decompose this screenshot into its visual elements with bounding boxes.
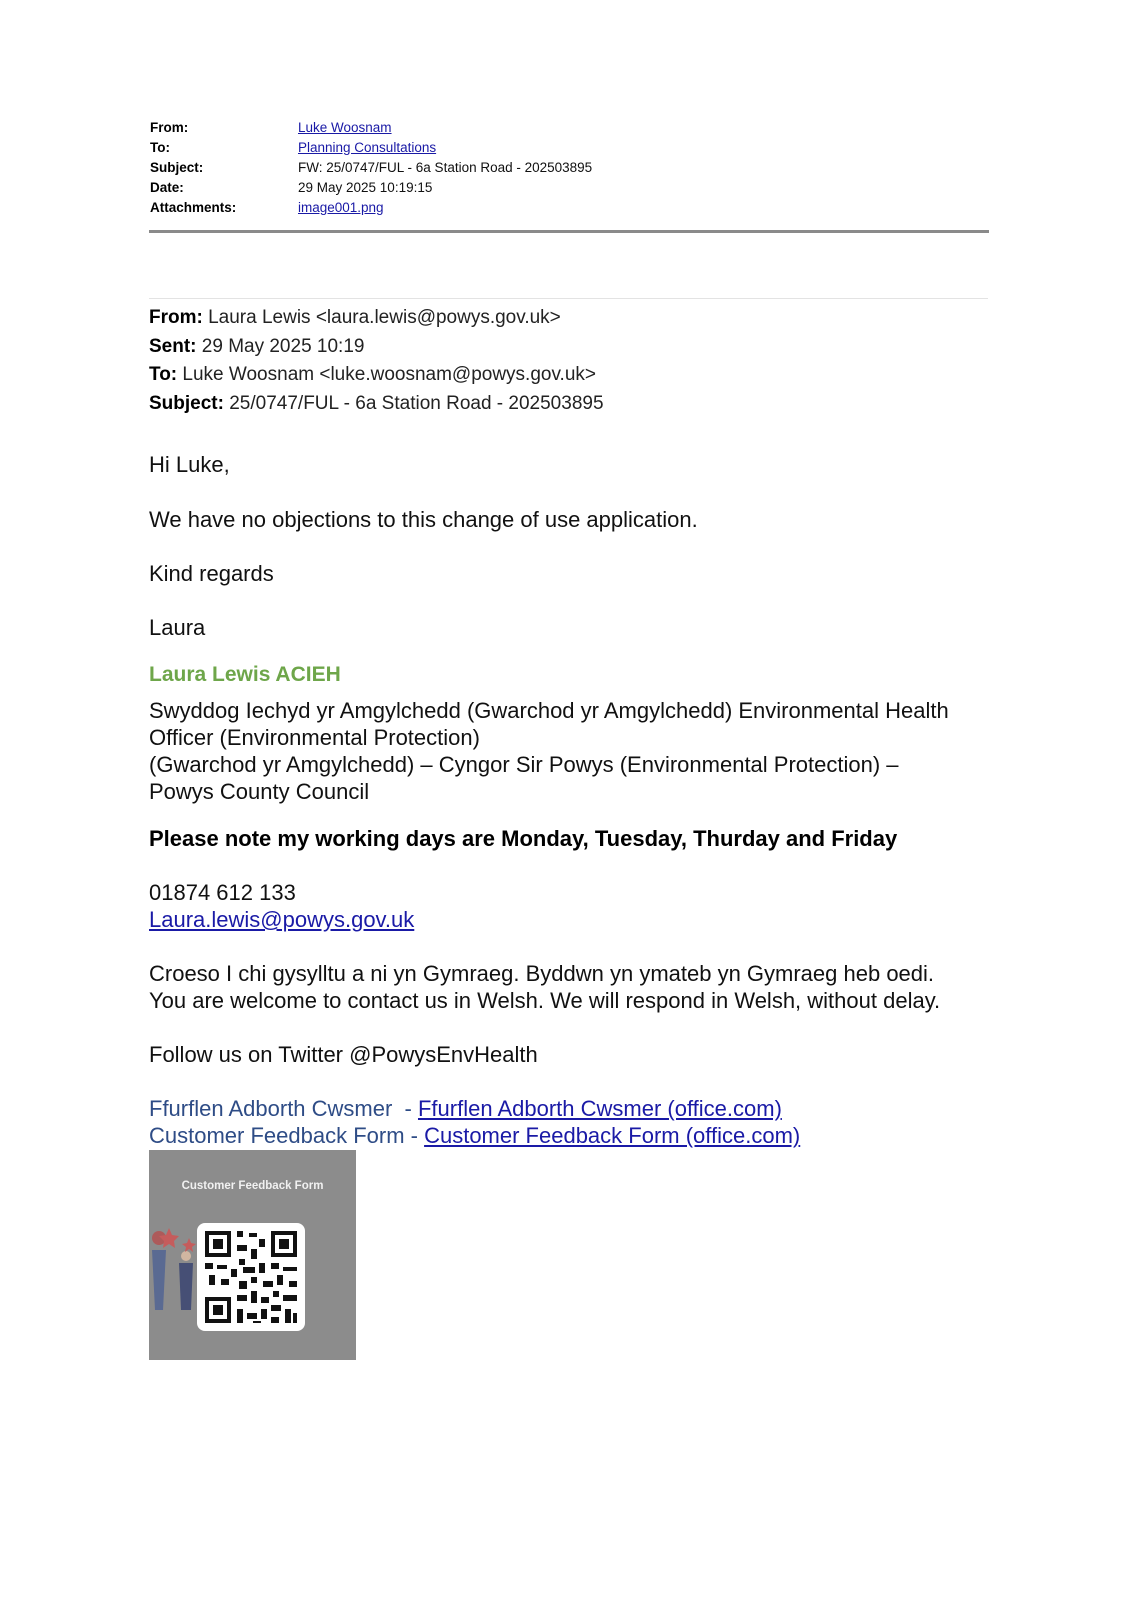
header-divider [149, 230, 989, 233]
fwd-to-value: Luke Woosnam <luke.woosnam@powys.gov.uk> [182, 364, 596, 385]
title-line-2: Officer (Environmental Protection) [149, 725, 480, 750]
feedback-cy-row [149, 1095, 999, 1122]
phone-number: 01874 612 133 [149, 880, 296, 905]
header-from-label: From: [150, 119, 189, 135]
forwarded-header [149, 304, 604, 418]
signature-name: Laura Lewis ACIEH [149, 663, 341, 686]
fwd-sent-label: Sent: [149, 335, 197, 357]
title-line-4: Powys County Council [149, 779, 370, 804]
welsh-line-1: Croeso I chi gysylltu a ni yn Gymraeg. Byddwn yn ymateb yn Gymraeg heb oedi. [149, 961, 935, 986]
fwd-to-row [149, 361, 604, 390]
fwd-from-label: From: [149, 307, 203, 328]
header-to-row [150, 137, 990, 157]
welsh-line-2: You are welcome to contact us in Welsh. We will respond in Welsh, without delay. [149, 988, 941, 1013]
header-from-link[interactable]: Luke Woosnam [298, 119, 392, 135]
fwd-from-value: Laura Lewis <laura.lewis@powys.gov.uk> [208, 307, 561, 328]
header-date-row [150, 177, 990, 197]
title-line-3: (Gwarchod yr Amgylchedd) – Cyngor Sir Powys (Environmental Protection) – [149, 752, 899, 777]
fwd-subject-row [149, 390, 604, 419]
header-to-link[interactable]: Planning Consultations [298, 139, 437, 155]
contact-block [149, 879, 999, 933]
feedback-en-row [149, 1122, 999, 1149]
header-attachments-label: Attachments: [150, 199, 237, 215]
fwd-sent-row [149, 333, 604, 362]
feedback-en-label: Customer Feedback Form - [149, 1123, 425, 1148]
header-attachments-row [150, 197, 990, 217]
fwd-subject-label: Subject: [149, 392, 224, 414]
working-days-notice: Please note my working days are Monday, Tuesday, Thurday and Friday [149, 826, 898, 851]
message-body: We have no objections to this change of use application. [149, 507, 698, 532]
header-from-row [150, 117, 990, 137]
header-subject-row [150, 157, 990, 177]
fwd-to-label: To: [149, 364, 178, 385]
fwd-subject-value: 25/0747/FUL - 6a Station Road - 202503895 [229, 392, 604, 414]
closing: Kind regards [149, 561, 274, 586]
fwd-sent-value: 29 May 2025 10:19 [201, 335, 365, 357]
feedback-cy-link[interactable]: Ffurflen Adborth Cwsmer (office.com) [417, 1096, 782, 1121]
feedback-qr-image[interactable] [149, 1150, 356, 1360]
feedback-en-link[interactable]: Customer Feedback Form (office.com) [424, 1123, 801, 1148]
header-to-label: To: [150, 139, 170, 155]
header-subject-label: Subject: [150, 159, 204, 175]
feedback-links [149, 1095, 999, 1149]
header-subject-value: FW: 25/0747/FUL - 6a Station Road - 202503895 [298, 159, 593, 175]
header-date-value: 29 May 2025 10:19:15 [298, 179, 433, 195]
header-date-label: Date: [150, 179, 184, 195]
twitter-line: Follow us on Twitter @PowysEnvHealth [149, 1042, 538, 1067]
welsh-notice [149, 960, 999, 1014]
print-header [150, 117, 990, 217]
attachment-link[interactable]: image001.png [298, 199, 384, 215]
forward-divider [149, 298, 988, 299]
title-line-1: Swyddog Iechyd yr Amgylchedd (Gwarchod yr Amgylchedd) Environmental Health [149, 698, 949, 723]
first-name: Laura [149, 615, 206, 640]
greeting: Hi Luke, [149, 452, 230, 477]
people-illustration [152, 1228, 196, 1310]
qr-illustration [149, 1150, 356, 1360]
feedback-cy-label: Ffurflen Adborth Cwsmer - [149, 1096, 418, 1121]
signature-title [149, 697, 999, 805]
qr-title: Customer Feedback Form [181, 1180, 324, 1192]
fwd-from-row [149, 304, 604, 333]
email-link[interactable]: Laura.lewis@powys.gov.uk [149, 907, 415, 932]
